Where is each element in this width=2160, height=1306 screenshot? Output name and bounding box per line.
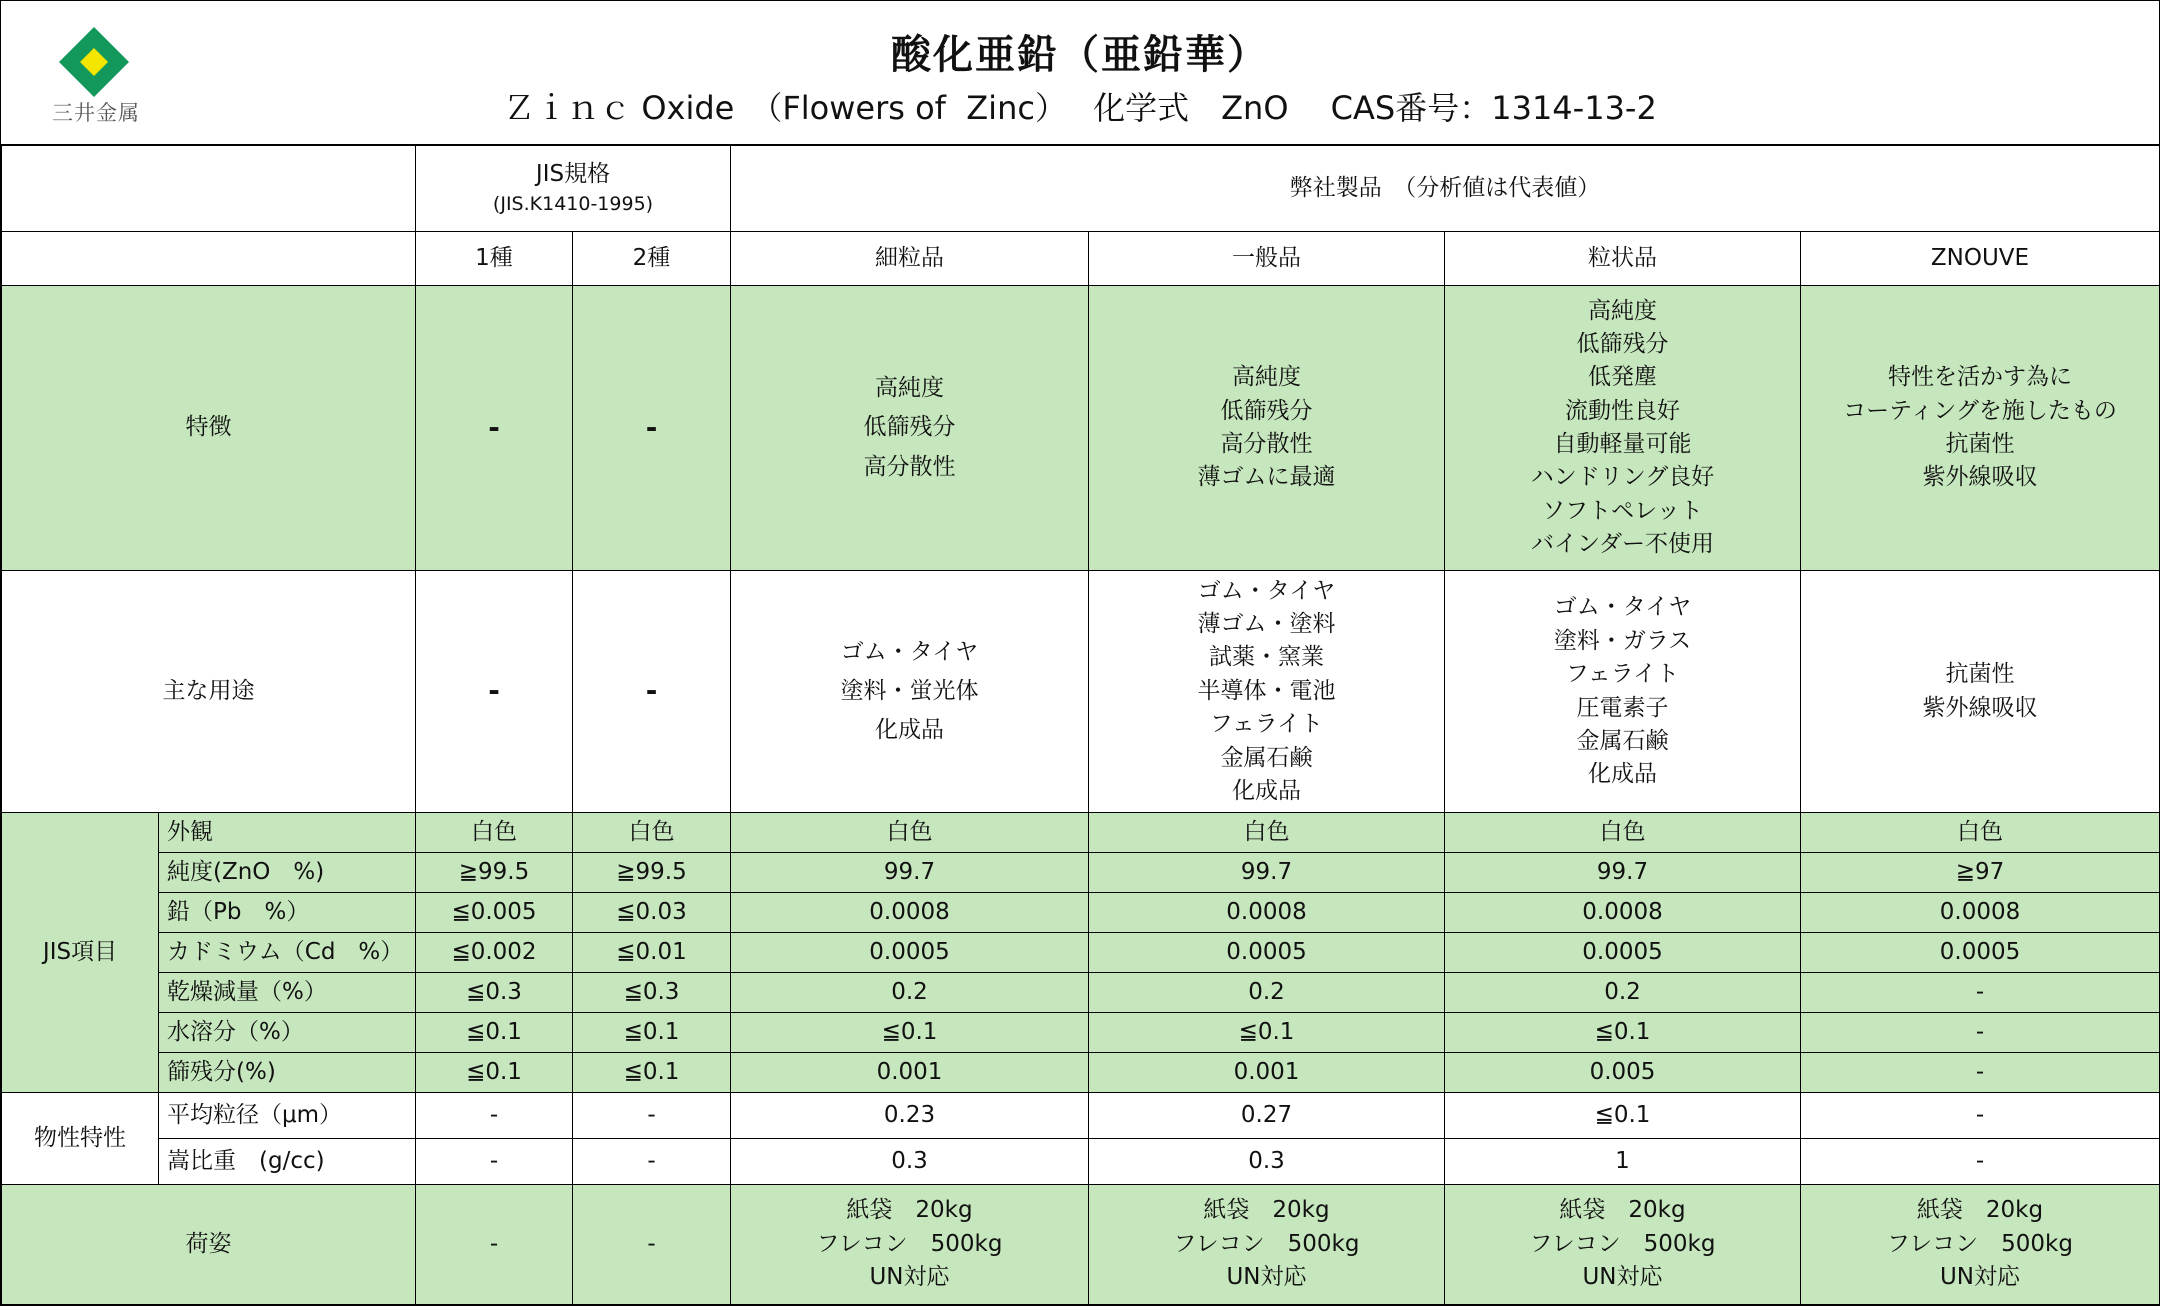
row-label: 荷姿 — [2, 1185, 416, 1305]
jis-standard-title: JIS規格 — [535, 161, 611, 188]
table-cell: 0.0008 — [731, 893, 1089, 933]
page-subtitle: Ｚｉｎｃ Oxide （Flowers of Zinc） 化学式 ZnO CAS番号：1314-13-2 — [503, 89, 1657, 127]
table-cell: - — [1801, 973, 2160, 1013]
table-cell: 0.0005 — [1089, 933, 1445, 973]
table-cell: ゴム・タイヤ 塗料・ガラス フェライト 圧電素子 金属石鹸 化成品 — [1445, 571, 1801, 813]
table-cell: ≧99.5 — [416, 853, 573, 893]
table-cell: 白色 — [1445, 813, 1801, 853]
table-cell: 0.0008 — [1801, 893, 2160, 933]
jis-row-sieve-residue — [2, 1053, 2160, 1093]
table-cell: 0.0008 — [1445, 893, 1801, 933]
table-cell: 0.2 — [1445, 973, 1801, 1013]
corner-cell — [2, 146, 416, 232]
column-header: 一般品 — [1089, 232, 1445, 286]
page-title: 酸化亜鉛（亜鉛華） — [891, 32, 1269, 78]
table-cell: ≦0.1 — [573, 1053, 731, 1093]
corner-cell — [2, 232, 416, 286]
table-cell: - — [1801, 1093, 2160, 1139]
features-row — [2, 286, 2160, 571]
table-cell: ゴム・タイヤ 塗料・蛍光体 化成品 — [731, 571, 1089, 813]
table-cell: - — [573, 286, 731, 571]
jis-row-appearance — [2, 813, 2160, 853]
table-cell: ≦0.1 — [1445, 1013, 1801, 1053]
table-cell: 白色 — [731, 813, 1089, 853]
column-header: 1種 — [416, 232, 573, 286]
jis-row-cadmium — [2, 933, 2160, 973]
table-cell: ≦0.1 — [1445, 1093, 1801, 1139]
table-cell: 紙袋 20kg フレコン 500kg UN対応 — [731, 1185, 1089, 1305]
table-cell: 0.0005 — [731, 933, 1089, 973]
company-name: 三井金属 — [52, 101, 140, 125]
table-cell: 0.3 — [731, 1139, 1089, 1185]
table-cell: 白色 — [573, 813, 731, 853]
table-cell: 紙袋 20kg フレコン 500kg UN対応 — [1089, 1185, 1445, 1305]
jis-row-lead — [2, 893, 2160, 933]
table-cell: ≧99.5 — [573, 853, 731, 893]
row-label: カドミウム（Cd %） — [159, 933, 416, 973]
table-cell: 0.0005 — [1445, 933, 1801, 973]
row-label: 特徴 — [2, 286, 416, 571]
table-cell: 0.27 — [1089, 1093, 1445, 1139]
uses-row — [2, 571, 2160, 813]
row-label: 鉛（Pb %） — [159, 893, 416, 933]
jis-standard-code: (JIS.K1410-1995) — [492, 193, 654, 216]
table-cell: ≦0.002 — [416, 933, 573, 973]
table-cell: 0.001 — [1089, 1053, 1445, 1093]
physical-row-particle-size — [2, 1093, 2160, 1139]
table-cell: - — [1801, 1053, 2160, 1093]
table-cell: 特性を活かす為に コーティングを施したもの 抗菌性 紫外線吸収 — [1801, 286, 2160, 571]
table-cell: - — [416, 286, 573, 571]
table-cell: 0.001 — [731, 1053, 1089, 1093]
table-cell: ≦0.01 — [573, 933, 731, 973]
table-cell: ≦0.1 — [416, 1013, 573, 1053]
row-label: 外観 — [159, 813, 416, 853]
table-cell: ≦0.3 — [573, 973, 731, 1013]
table-cell: 抗菌性 紫外線吸収 — [1801, 571, 2160, 813]
row-label: 平均粒径（μm） — [159, 1093, 416, 1139]
jis-row-water-soluble — [2, 1013, 2160, 1053]
spec-table — [1, 145, 2160, 1305]
table-cell: 99.7 — [1089, 853, 1445, 893]
jis-standard-header — [416, 146, 731, 232]
table-cell: 0.005 — [1445, 1053, 1801, 1093]
table-cell: 0.3 — [1089, 1139, 1445, 1185]
jis-row-drying-loss — [2, 973, 2160, 1013]
table-cell: 99.7 — [731, 853, 1089, 893]
column-header: 細粒品 — [731, 232, 1089, 286]
table-cell: 高純度 低篩残分 低発塵 流動性良好 自動軽量可能 ハンドリング良好 ソフトペレット バインダー不使用 — [1445, 286, 1801, 571]
table-cell: - — [416, 1185, 573, 1305]
row-label: 乾燥減量（%） — [159, 973, 416, 1013]
table-cell: ≦0.1 — [416, 1053, 573, 1093]
table-cell: 1 — [1445, 1139, 1801, 1185]
table-cell: - — [416, 571, 573, 813]
table-cell: 0.0008 — [1089, 893, 1445, 933]
header-row-1 — [2, 146, 2160, 232]
table-cell: 紙袋 20kg フレコン 500kg UN対応 — [1445, 1185, 1801, 1305]
row-label: 篩残分(%) — [159, 1053, 416, 1093]
table-cell: ≦0.3 — [416, 973, 573, 1013]
table-cell: 99.7 — [1445, 853, 1801, 893]
table-cell: 高純度 低篩残分 高分散性 薄ゴムに最適 — [1089, 286, 1445, 571]
group-label-jis-items: JIS項目 — [2, 813, 159, 1093]
column-header-row — [2, 232, 2160, 286]
row-label: 主な用途 — [2, 571, 416, 813]
table-cell: - — [1801, 1139, 2160, 1185]
row-label: 純度(ZnO %) — [159, 853, 416, 893]
table-cell: ≦0.1 — [573, 1013, 731, 1053]
table-cell: ≦0.1 — [731, 1013, 1089, 1053]
table-cell: 0.2 — [731, 973, 1089, 1013]
column-header: 2種 — [573, 232, 731, 286]
table-cell: ≦0.03 — [573, 893, 731, 933]
table-cell: 0.23 — [731, 1093, 1089, 1139]
table-cell: - — [416, 1139, 573, 1185]
table-cell: - — [573, 1185, 731, 1305]
table-cell: ≧97 — [1801, 853, 2160, 893]
table-cell: - — [416, 1093, 573, 1139]
table-cell: 白色 — [1089, 813, 1445, 853]
packaging-row — [2, 1185, 2160, 1305]
row-label: 嵩比重 (g/cc) — [159, 1139, 416, 1185]
column-header: 粒状品 — [1445, 232, 1801, 286]
table-cell: 高純度 低篩残分 高分散性 — [731, 286, 1089, 571]
table-cell: 白色 — [416, 813, 573, 853]
header — [1, 1, 2159, 146]
table-cell: - — [1801, 1013, 2160, 1053]
table-cell: 紙袋 20kg フレコン 500kg UN対応 — [1801, 1185, 2160, 1305]
physical-row-bulk-density — [2, 1139, 2160, 1185]
table-cell: - — [573, 1093, 731, 1139]
table-cell: - — [573, 1139, 731, 1185]
row-label: 水溶分（%） — [159, 1013, 416, 1053]
group-label-physical: 物性特性 — [2, 1093, 159, 1185]
table-cell: 0.2 — [1089, 973, 1445, 1013]
jis-row-purity — [2, 853, 2160, 893]
table-cell: - — [573, 571, 731, 813]
table-cell: 0.0005 — [1801, 933, 2160, 973]
table-cell: ≦0.005 — [416, 893, 573, 933]
table-cell: 白色 — [1801, 813, 2160, 853]
products-header: 弊社製品 （分析値は代表値） — [731, 146, 2160, 232]
table-cell: ゴム・タイヤ 薄ゴム・塗料 試薬・窯業 半導体・電池 フェライト 金属石鹸 化成品 — [1089, 571, 1445, 813]
table-cell: ≦0.1 — [1089, 1013, 1445, 1053]
column-header: ZNOUVE — [1801, 232, 2160, 286]
